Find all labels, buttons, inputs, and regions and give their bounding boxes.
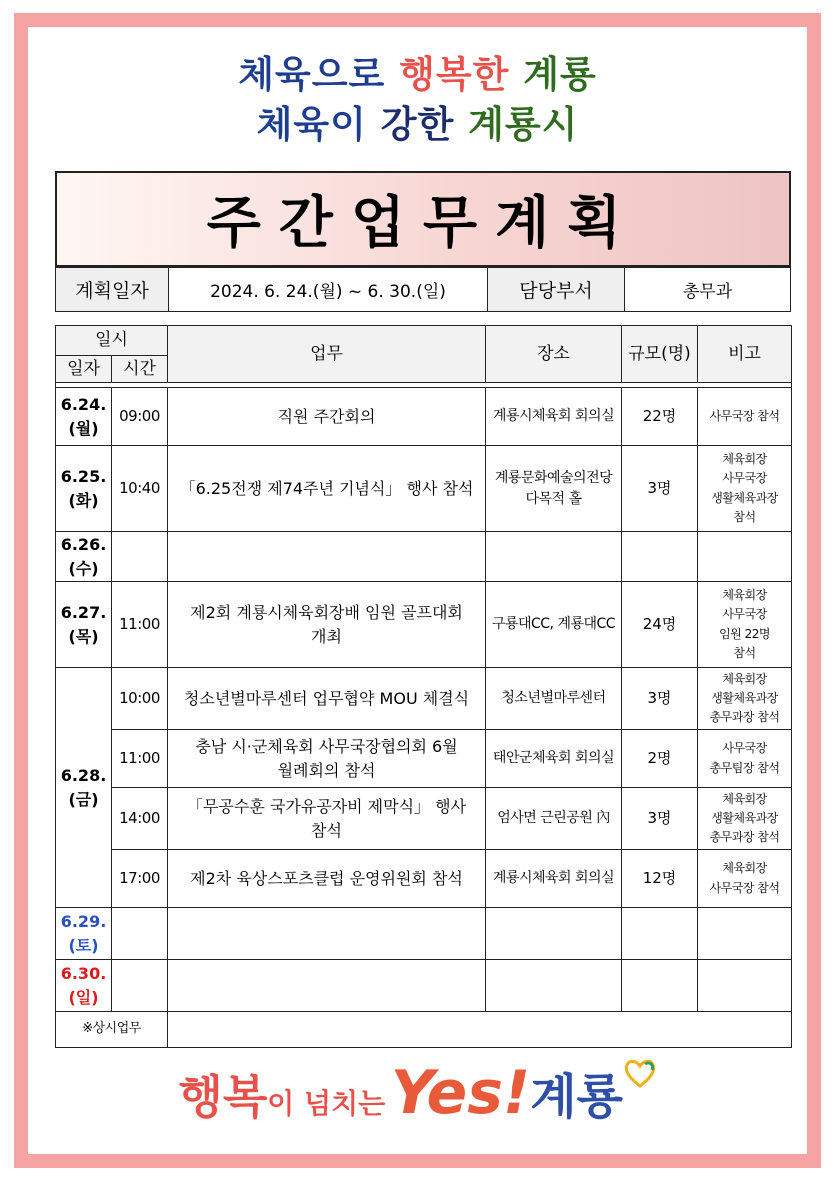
task-cell <box>168 532 486 582</box>
plan-date-label: 계획일자 <box>56 268 169 312</box>
time-cell: 14:00 <box>112 788 168 850</box>
header-scale: 규모(명) <box>622 326 698 383</box>
scale-cell: 3명 <box>622 788 698 850</box>
date-cell: 6.28. (금) <box>56 668 112 908</box>
date-cell: 6.30. (일) <box>56 960 112 1012</box>
schedule-table <box>55 325 792 1048</box>
table-row <box>56 532 792 582</box>
header-time: 시간 <box>112 356 168 383</box>
slogan-word: 계룡 <box>523 53 597 96</box>
footer-word: 계룡 <box>530 1069 624 1125</box>
slogan-line-2 <box>0 94 835 148</box>
note-cell: 사무국장 총무팀장 참석 <box>698 730 792 788</box>
table-row <box>56 388 792 446</box>
scale-cell <box>622 908 698 960</box>
regular-duties-label: ※상시업무 <box>56 1012 168 1048</box>
date-cell: 6.26. (수) <box>56 532 112 582</box>
footer-word: Yes! <box>390 1058 531 1128</box>
slogan-line-1 <box>0 44 835 98</box>
time-cell: 09:00 <box>112 388 168 446</box>
slogan-word: 행복한 <box>399 53 510 96</box>
slogan-word: 강한 <box>380 103 455 146</box>
task-cell: 제2차 육상스포츠클럽 운영위원회 참석 <box>168 850 486 908</box>
time-cell <box>112 532 168 582</box>
header-task: 업무 <box>168 326 486 383</box>
footer-word: 이 넘치는 <box>267 1087 386 1120</box>
scale-cell <box>622 960 698 1012</box>
place-cell: 계룡문화예술의전당 다목적 홀 <box>486 446 622 532</box>
date-cell: 6.27. (목) <box>56 582 112 668</box>
table-row <box>56 788 792 850</box>
dept-value: 총무과 <box>625 268 791 312</box>
table-row <box>56 960 792 1012</box>
header-datetime: 일시 <box>56 326 168 356</box>
regular-duties-cell <box>168 1012 792 1048</box>
time-cell: 11:00 <box>112 730 168 788</box>
scale-cell: 24명 <box>622 582 698 668</box>
table-row <box>56 850 792 908</box>
time-cell: 17:00 <box>112 850 168 908</box>
place-cell: 계룡시체육회 회의실 <box>486 388 622 446</box>
date-cell: 6.24. (월) <box>56 388 112 446</box>
page-title: 주간업무계획 <box>55 171 791 267</box>
scale-cell: 3명 <box>622 446 698 532</box>
header-date: 일자 <box>56 356 112 383</box>
table-row <box>56 908 792 960</box>
time-cell: 10:40 <box>112 446 168 532</box>
note-cell: 체육회장 생활체육과장 총무과장 참석 <box>698 668 792 730</box>
place-cell: 엄사면 근린공원 內 <box>486 788 622 850</box>
task-cell: 「6.25전쟁 제74주년 기념식」 행사 참석 <box>168 446 486 532</box>
plan-info-table <box>55 267 791 312</box>
time-cell <box>112 960 168 1012</box>
place-cell: 청소년별마루센터 <box>486 668 622 730</box>
note-cell: 사무국장 참석 <box>698 388 792 446</box>
note-cell: 체육회장 생활체육과장 총무과장 참석 <box>698 788 792 850</box>
place-cell <box>486 960 622 1012</box>
scale-cell: 12명 <box>622 850 698 908</box>
task-cell <box>168 908 486 960</box>
header-note: 비고 <box>698 326 792 383</box>
task-cell: 충남 시·군체육회 사무국장협의회 6월 월례회의 참석 <box>168 730 486 788</box>
task-cell: 직원 주간회의 <box>168 388 486 446</box>
time-cell: 10:00 <box>112 668 168 730</box>
slogan-word: 계룡시 <box>468 103 579 146</box>
scale-cell <box>622 532 698 582</box>
place-cell: 태안군체육회 회의실 <box>486 730 622 788</box>
scale-cell: 2명 <box>622 730 698 788</box>
task-cell: 청소년별마루센터 업무협약 MOU 체결식 <box>168 668 486 730</box>
note-cell: 체육회장 사무국장 참석 <box>698 850 792 908</box>
scale-cell: 22명 <box>622 388 698 446</box>
slogan-word: 체육으로 <box>238 53 386 96</box>
note-cell <box>698 532 792 582</box>
place-cell: 계룡시체육회 회의실 <box>486 850 622 908</box>
footer-word: 행복 <box>178 1070 268 1124</box>
plan-date-value: 2024. 6. 24.(월) ~ 6. 30.(일) <box>169 268 488 312</box>
footer-logo <box>0 1058 835 1148</box>
note-cell: 체육회장 사무국장 생활체육과장 참석 <box>698 446 792 532</box>
place-cell <box>486 532 622 582</box>
header-place: 장소 <box>486 326 622 383</box>
table-row <box>56 1012 792 1048</box>
heart-icon <box>623 1058 657 1088</box>
table-row <box>56 730 792 788</box>
place-cell: 구룡대CC, 계룡대CC <box>486 582 622 668</box>
dept-label: 담당부서 <box>488 268 625 312</box>
note-cell: 체육회장 사무국장 임원 22명 참석 <box>698 582 792 668</box>
time-cell: 11:00 <box>112 582 168 668</box>
task-cell: 「무공수훈 국가유공자비 제막식」 행사 참석 <box>168 788 486 850</box>
date-cell: 6.29. (토) <box>56 908 112 960</box>
time-cell <box>112 908 168 960</box>
table-row <box>56 582 792 668</box>
task-cell <box>168 960 486 1012</box>
date-cell: 6.25. (화) <box>56 446 112 532</box>
scale-cell: 3명 <box>622 668 698 730</box>
place-cell <box>486 908 622 960</box>
table-row <box>56 668 792 730</box>
table-row <box>56 446 792 532</box>
task-cell: 제2회 계룡시체육회장배 임원 골프대회 개최 <box>168 582 486 668</box>
note-cell <box>698 960 792 1012</box>
slogan-word: 체육이 <box>256 103 367 146</box>
note-cell <box>698 908 792 960</box>
